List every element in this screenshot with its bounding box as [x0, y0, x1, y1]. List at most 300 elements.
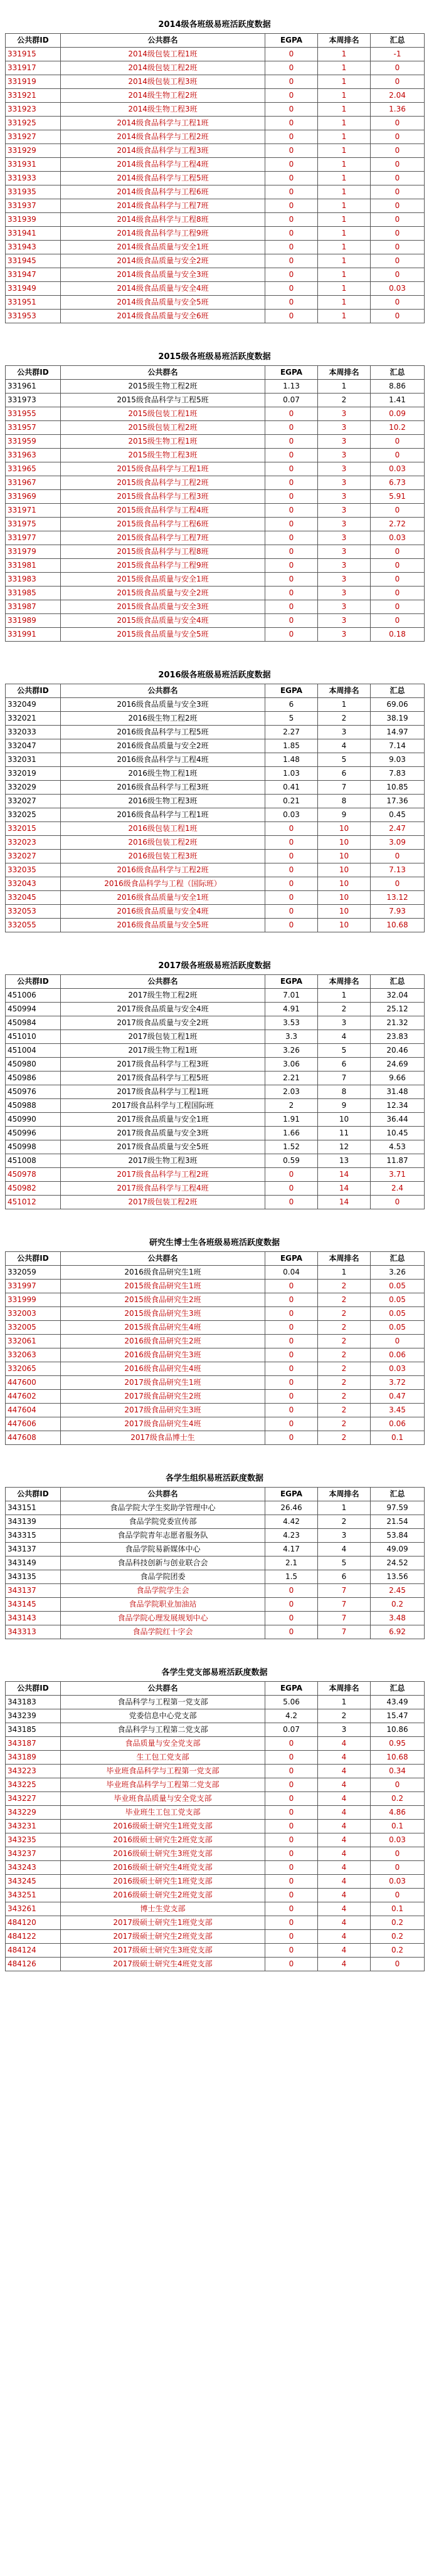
- header-name: 公共群名: [61, 1682, 265, 1696]
- cell-group-name: 2017级硕士研究生2班党支部: [61, 1930, 265, 1944]
- cell-group-name: 2016级包装工程1班: [61, 822, 265, 836]
- cell-group-name: 2015级食品质量与安全2班: [61, 587, 265, 600]
- cell-egpa: 4.91: [265, 1003, 318, 1016]
- cell-rank: 2: [318, 1417, 371, 1431]
- cell-group-name: 2017级食品科学与工程1班: [61, 1085, 265, 1099]
- section-title: 2014级各班级易班活跃度数据: [158, 20, 271, 29]
- cell-group-id: 331935: [6, 185, 61, 199]
- cell-group-id: 447602: [6, 1390, 61, 1404]
- cell-group-id: 331969: [6, 490, 61, 504]
- cell-group-id: 450986: [6, 1072, 61, 1085]
- table-row: [6, 1376, 425, 1390]
- cell-egpa: 0: [265, 449, 318, 462]
- cell-rank: 4: [318, 1902, 371, 1916]
- cell-total: 2.04: [371, 89, 425, 103]
- cell-rank: 2: [318, 1362, 371, 1376]
- table-row: [6, 1723, 425, 1737]
- cell-egpa: 1.66: [265, 1127, 318, 1140]
- cell-egpa: 2.27: [265, 726, 318, 739]
- table-row: [6, 1307, 425, 1321]
- cell-total: 0.05: [371, 1321, 425, 1335]
- section-title: 2015级各班级易班活跃度数据: [158, 352, 271, 362]
- cell-total: 5.91: [371, 490, 425, 504]
- cell-group-id: 331929: [6, 144, 61, 158]
- cell-rank: 1: [318, 241, 371, 254]
- cell-group-name: 2014级包装工程3班: [61, 75, 265, 89]
- cell-egpa: 0.07: [265, 394, 318, 407]
- cell-rank: 3: [318, 1529, 371, 1543]
- cell-rank: 3: [318, 407, 371, 421]
- cell-rank: 4: [318, 1543, 371, 1557]
- cell-rank: 2: [318, 1348, 371, 1362]
- table-row: [6, 103, 425, 117]
- cell-rank: 3: [318, 435, 371, 449]
- cell-total: 0: [371, 1889, 425, 1902]
- cell-group-name: 2014级食品科学与工程7班: [61, 199, 265, 213]
- cell-rank: 10: [318, 877, 371, 891]
- cell-total: 20.46: [371, 1044, 425, 1058]
- cell-group-id: 484120: [6, 1916, 61, 1930]
- cell-rank: 2: [318, 1003, 371, 1016]
- cell-egpa: 0: [265, 241, 318, 254]
- cell-rank: 3: [318, 573, 371, 587]
- cell-total: 4.86: [371, 1806, 425, 1820]
- cell-rank: 2: [318, 1335, 371, 1348]
- cell-rank: 2: [318, 1709, 371, 1723]
- cell-egpa: 5: [265, 712, 318, 726]
- cell-egpa: 0: [265, 268, 318, 282]
- cell-total: 24.69: [371, 1058, 425, 1072]
- table-row: [6, 1696, 425, 1709]
- cell-total: 0.45: [371, 808, 425, 822]
- cell-egpa: 1.85: [265, 739, 318, 753]
- cell-rank: 7: [318, 1584, 371, 1598]
- cell-total: 0: [371, 310, 425, 323]
- cell-group-id: 331945: [6, 254, 61, 268]
- cell-group-id: 331937: [6, 199, 61, 213]
- cell-group-name: 食品质量与安全党支部: [61, 1737, 265, 1751]
- cell-group-name: 2015级食品科学与工程7班: [61, 531, 265, 545]
- cell-total: 3.71: [371, 1168, 425, 1182]
- cell-egpa: 0.07: [265, 1723, 318, 1737]
- cell-egpa: 0: [265, 130, 318, 144]
- cell-rank: 2: [318, 712, 371, 726]
- cell-egpa: 0: [265, 1293, 318, 1307]
- cell-group-id: 331979: [6, 545, 61, 559]
- cell-egpa: 0: [265, 1958, 318, 1971]
- cell-total: 10.68: [371, 1751, 425, 1765]
- cell-rank: 4: [318, 1916, 371, 1930]
- cell-total: 3.09: [371, 836, 425, 850]
- cell-egpa: 4.23: [265, 1529, 318, 1543]
- cell-rank: 10: [318, 822, 371, 836]
- cell-group-name: 2014级食品质量与安全5班: [61, 296, 265, 310]
- cell-group-id: 450988: [6, 1099, 61, 1113]
- cell-group-name: 2016级食品科学与工程5班: [61, 726, 265, 739]
- table-row: [6, 739, 425, 753]
- cell-group-name: 2016级硕士研究生4班党支部: [61, 1861, 265, 1875]
- cell-group-name: 2017级食品质量与安全1班: [61, 1113, 265, 1127]
- table-row: [6, 628, 425, 642]
- cell-rank: 10: [318, 863, 371, 877]
- cell-rank: 4: [318, 1792, 371, 1806]
- cell-group-id: 331943: [6, 241, 61, 254]
- cell-rank: 1: [318, 227, 371, 241]
- cell-total: 0: [371, 1847, 425, 1861]
- cell-rank: 4: [318, 1765, 371, 1778]
- table-row: [6, 1154, 425, 1168]
- cell-total: 0.2: [371, 1598, 425, 1612]
- cell-egpa: 0: [265, 117, 318, 130]
- table-row: [6, 1431, 425, 1445]
- cell-total: 13.12: [371, 891, 425, 905]
- cell-egpa: 0: [265, 1792, 318, 1806]
- cell-rank: 1: [318, 1696, 371, 1709]
- cell-total: 14.97: [371, 726, 425, 739]
- cell-group-name: 2016级包装工程3班: [61, 850, 265, 863]
- cell-group-name: 2014级食品科学与工程3班: [61, 144, 265, 158]
- table-row: [6, 1861, 425, 1875]
- cell-rank: 9: [318, 808, 371, 822]
- section-title: 2017级各班级易班活跃度数据: [158, 961, 271, 971]
- cell-group-name: 2017级食品研究生3班: [61, 1404, 265, 1417]
- cell-group-id: 343251: [6, 1889, 61, 1902]
- cell-egpa: 1.5: [265, 1570, 318, 1584]
- cell-egpa: 0: [265, 1847, 318, 1861]
- cell-group-id: 343227: [6, 1792, 61, 1806]
- cell-rank: 4: [318, 1847, 371, 1861]
- header-total: 汇总: [371, 366, 425, 380]
- header-name: 公共群名: [61, 975, 265, 989]
- table-row: [6, 1196, 425, 1209]
- cell-egpa: 0: [265, 1820, 318, 1833]
- table-row: [6, 1390, 425, 1404]
- cell-group-id: 343183: [6, 1696, 61, 1709]
- cell-group-name: 2015级食品科学与工程8班: [61, 545, 265, 559]
- cell-group-id: 343143: [6, 1612, 61, 1625]
- cell-egpa: 0: [265, 1362, 318, 1376]
- cell-rank: 11: [318, 1127, 371, 1140]
- cell-total: 0.2: [371, 1930, 425, 1944]
- cell-total: 0.18: [371, 628, 425, 642]
- table-row: [6, 1293, 425, 1307]
- cell-group-id: 331921: [6, 89, 61, 103]
- cell-egpa: 0: [265, 545, 318, 559]
- table-row: [6, 1140, 425, 1154]
- cell-group-id: 331955: [6, 407, 61, 421]
- cell-rank: 7: [318, 781, 371, 795]
- table-row: [6, 698, 425, 712]
- cell-egpa: 0: [265, 905, 318, 919]
- cell-group-name: 2015级生物工程2班: [61, 380, 265, 394]
- cell-total: 0: [371, 435, 425, 449]
- cell-group-name: 2017级食品研究生2班: [61, 1390, 265, 1404]
- cell-rank: 5: [318, 753, 371, 767]
- cell-total: 0: [371, 254, 425, 268]
- table-row: [6, 1058, 425, 1072]
- activity-table: [5, 1487, 425, 1639]
- cell-group-name: 2014级食品质量与安全4班: [61, 282, 265, 296]
- table-row: [6, 1280, 425, 1293]
- cell-rank: 4: [318, 1889, 371, 1902]
- cell-group-name: 2017级硕士研究生3班党支部: [61, 1944, 265, 1958]
- table-row: [6, 380, 425, 394]
- cell-egpa: 0: [265, 89, 318, 103]
- table-header-row: [6, 366, 425, 380]
- cell-group-id: 332035: [6, 863, 61, 877]
- table-row: [6, 1902, 425, 1916]
- cell-group-name: 2016级硕士研究生2班党支部: [61, 1889, 265, 1902]
- cell-group-name: 毕业班食品科学与工程第二党支部: [61, 1778, 265, 1792]
- table-row: [6, 504, 425, 518]
- cell-total: 43.49: [371, 1696, 425, 1709]
- cell-group-name: 2016级硕士研究生1班党支部: [61, 1875, 265, 1889]
- header-egpa: EGPA: [265, 684, 318, 698]
- table-row: [6, 1889, 425, 1902]
- cell-total: 0.1: [371, 1431, 425, 1445]
- cell-egpa: 0: [265, 103, 318, 117]
- cell-group-id: 343137: [6, 1543, 61, 1557]
- cell-rank: 7: [318, 1072, 371, 1085]
- cell-group-id: 331927: [6, 130, 61, 144]
- activity-table: [5, 974, 425, 1209]
- cell-group-name: 2016级食品质量与安全5班: [61, 919, 265, 932]
- cell-egpa: 0: [265, 61, 318, 75]
- cell-rank: 3: [318, 1723, 371, 1737]
- cell-group-id: 451012: [6, 1196, 61, 1209]
- cell-group-name: 2015级生物工程1班: [61, 435, 265, 449]
- cell-rank: 5: [318, 1044, 371, 1058]
- cell-group-id: 332043: [6, 877, 61, 891]
- table-row: [6, 559, 425, 573]
- cell-group-name: 2015级食品研究生3班: [61, 1307, 265, 1321]
- cell-group-name: 2015级食品研究生4班: [61, 1321, 265, 1335]
- cell-egpa: 0: [265, 863, 318, 877]
- cell-group-name: 2014级食品科学与工程1班: [61, 117, 265, 130]
- cell-total: 69.06: [371, 698, 425, 712]
- cell-group-name: 2016级食品研究生1班: [61, 1266, 265, 1280]
- cell-rank: 10: [318, 1113, 371, 1127]
- cell-egpa: 0: [265, 1778, 318, 1792]
- cell-egpa: 4.2: [265, 1709, 318, 1723]
- cell-group-name: 2016级食品科学与工程1班: [61, 808, 265, 822]
- header-name: 公共群名: [61, 1252, 265, 1266]
- cell-total: 0.2: [371, 1792, 425, 1806]
- cell-group-name: 2017级食品研究生4班: [61, 1417, 265, 1431]
- cell-group-name: 2016级食品研究生4班: [61, 1362, 265, 1376]
- header-egpa: EGPA: [265, 34, 318, 48]
- table-row: [6, 1072, 425, 1085]
- cell-group-id: 450978: [6, 1168, 61, 1182]
- cell-total: 0: [371, 296, 425, 310]
- table-row: [6, 75, 425, 89]
- cell-total: 0: [371, 227, 425, 241]
- cell-rank: 2: [318, 1321, 371, 1335]
- cell-total: 13.56: [371, 1570, 425, 1584]
- cell-group-id: 331961: [6, 380, 61, 394]
- cell-egpa: 0: [265, 421, 318, 435]
- cell-egpa: 0: [265, 185, 318, 199]
- section-title: 各学生组织易班活跃度数据: [165, 1474, 263, 1483]
- cell-group-name: 2014级食品质量与安全1班: [61, 241, 265, 254]
- cell-total: 7.93: [371, 905, 425, 919]
- table-row: [6, 130, 425, 144]
- cell-rank: 8: [318, 1085, 371, 1099]
- cell-group-id: 331975: [6, 518, 61, 531]
- table-row: [6, 158, 425, 172]
- cell-group-id: 332063: [6, 1348, 61, 1362]
- table-row: [6, 600, 425, 614]
- cell-rank: 3: [318, 628, 371, 642]
- cell-egpa: 0: [265, 836, 318, 850]
- cell-egpa: 0: [265, 1612, 318, 1625]
- activity-table: [5, 365, 425, 642]
- cell-total: 0.06: [371, 1417, 425, 1431]
- table-row: [6, 1515, 425, 1529]
- cell-rank: 10: [318, 850, 371, 863]
- cell-group-id: 332049: [6, 698, 61, 712]
- cell-group-id: 484124: [6, 1944, 61, 1958]
- table-row: [6, 268, 425, 282]
- cell-rank: 4: [318, 1833, 371, 1847]
- cell-egpa: 1.91: [265, 1113, 318, 1127]
- header-total: 汇总: [371, 975, 425, 989]
- header-rank: 本周排名: [318, 366, 371, 380]
- cell-rank: 4: [318, 1944, 371, 1958]
- cell-group-name: 2014级食品质量与安全3班: [61, 268, 265, 282]
- table-row: [6, 1778, 425, 1792]
- cell-group-id: 331959: [6, 435, 61, 449]
- cell-egpa: 0: [265, 435, 318, 449]
- cell-total: 7.83: [371, 767, 425, 781]
- cell-egpa: 0: [265, 518, 318, 531]
- cell-group-id: 332031: [6, 753, 61, 767]
- cell-total: 0: [371, 1196, 425, 1209]
- cell-rank: 1: [318, 89, 371, 103]
- table-row: [6, 1875, 425, 1889]
- cell-group-id: 343239: [6, 1709, 61, 1723]
- cell-group-name: 2016级食品质量与安全2班: [61, 739, 265, 753]
- cell-group-id: 332029: [6, 781, 61, 795]
- cell-group-id: 332045: [6, 891, 61, 905]
- cell-rank: 8: [318, 795, 371, 808]
- table-header-row: [6, 1682, 425, 1696]
- cell-rank: 2: [318, 1515, 371, 1529]
- cell-group-name: 2017级硕士研究生1班党支部: [61, 1916, 265, 1930]
- cell-group-name: 2017级食品博士生: [61, 1431, 265, 1445]
- cell-rank: 1: [318, 213, 371, 227]
- cell-egpa: 0: [265, 1584, 318, 1598]
- table-row: [6, 1182, 425, 1196]
- cell-total: 0: [371, 1958, 425, 1971]
- cell-egpa: 0: [265, 891, 318, 905]
- table-row: [6, 1348, 425, 1362]
- cell-group-name: 2014级食品质量与安全6班: [61, 310, 265, 323]
- cell-rank: 2: [318, 1376, 371, 1390]
- cell-egpa: 0: [265, 1833, 318, 1847]
- cell-group-name: 党委信息中心党支部: [61, 1709, 265, 1723]
- cell-group-name: 2014级生物工程3班: [61, 103, 265, 117]
- cell-egpa: 0: [265, 531, 318, 545]
- table-row: [6, 1792, 425, 1806]
- table-row: [6, 185, 425, 199]
- cell-total: 0.05: [371, 1293, 425, 1307]
- cell-rank: 3: [318, 476, 371, 490]
- cell-group-name: 2016级生物工程1班: [61, 767, 265, 781]
- cell-group-name: 2015级食品科学与工程4班: [61, 504, 265, 518]
- cell-group-name: 2016级硕士研究生3班党支部: [61, 1847, 265, 1861]
- cell-rank: 6: [318, 1058, 371, 1072]
- cell-group-id: 332033: [6, 726, 61, 739]
- cell-group-id: 450980: [6, 1058, 61, 1072]
- cell-rank: 4: [318, 1930, 371, 1944]
- cell-rank: 1: [318, 282, 371, 296]
- cell-group-name: 2015级食品科学与工程5班: [61, 394, 265, 407]
- table-row: [6, 282, 425, 296]
- cell-rank: 4: [318, 1751, 371, 1765]
- cell-rank: 4: [318, 1806, 371, 1820]
- cell-egpa: 0: [265, 310, 318, 323]
- header-egpa: EGPA: [265, 1488, 318, 1501]
- cell-group-id: 447608: [6, 1431, 61, 1445]
- cell-total: 0: [371, 1778, 425, 1792]
- cell-group-name: 食品学院大学生奖助学管理中心: [61, 1501, 265, 1515]
- table-row: [6, 1751, 425, 1765]
- cell-group-id: 332003: [6, 1307, 61, 1321]
- cell-group-name: 2015级食品研究生2班: [61, 1293, 265, 1307]
- cell-egpa: 7.01: [265, 989, 318, 1003]
- cell-group-id: 332061: [6, 1335, 61, 1348]
- cell-rank: 2: [318, 1431, 371, 1445]
- cell-total: 0: [371, 213, 425, 227]
- cell-egpa: 0: [265, 600, 318, 614]
- cell-rank: 10: [318, 836, 371, 850]
- table-header-row: [6, 34, 425, 48]
- cell-total: 9.66: [371, 1072, 425, 1085]
- cell-group-name: 2016级生物工程2班: [61, 712, 265, 726]
- header-egpa: EGPA: [265, 366, 318, 380]
- cell-group-id: 331923: [6, 103, 61, 117]
- cell-rank: 3: [318, 504, 371, 518]
- table-header-row: [6, 1252, 425, 1266]
- cell-group-name: 2016级包装工程2班: [61, 836, 265, 850]
- cell-group-name: 毕业班食品质量与安全党支部: [61, 1792, 265, 1806]
- cell-group-name: 2017级食品科学与工程4班: [61, 1182, 265, 1196]
- header-id: 公共群ID: [6, 684, 61, 698]
- cell-total: 0: [371, 1335, 425, 1348]
- table-row: [6, 48, 425, 61]
- cell-total: 0: [371, 614, 425, 628]
- table-row: [6, 1944, 425, 1958]
- cell-egpa: 0: [265, 559, 318, 573]
- cell-group-name: 2014级包装工程1班: [61, 48, 265, 61]
- cell-total: 6.92: [371, 1625, 425, 1639]
- cell-group-id: 331949: [6, 282, 61, 296]
- section-title: 各学生党支部易班活跃度数据: [161, 1668, 268, 1677]
- cell-group-id: 331999: [6, 1293, 61, 1307]
- cell-group-id: 332065: [6, 1362, 61, 1376]
- cell-total: 0: [371, 144, 425, 158]
- cell-rank: 1: [318, 117, 371, 130]
- header-id: 公共群ID: [6, 1252, 61, 1266]
- cell-group-name: 食品科学与工程第一党支部: [61, 1696, 265, 1709]
- cell-total: 0.03: [371, 462, 425, 476]
- cell-group-id: 343315: [6, 1529, 61, 1543]
- cell-total: 97.59: [371, 1501, 425, 1515]
- table-row: [6, 296, 425, 310]
- cell-group-id: 343229: [6, 1806, 61, 1820]
- cell-group-name: 2017级食品质量与安全2班: [61, 1016, 265, 1030]
